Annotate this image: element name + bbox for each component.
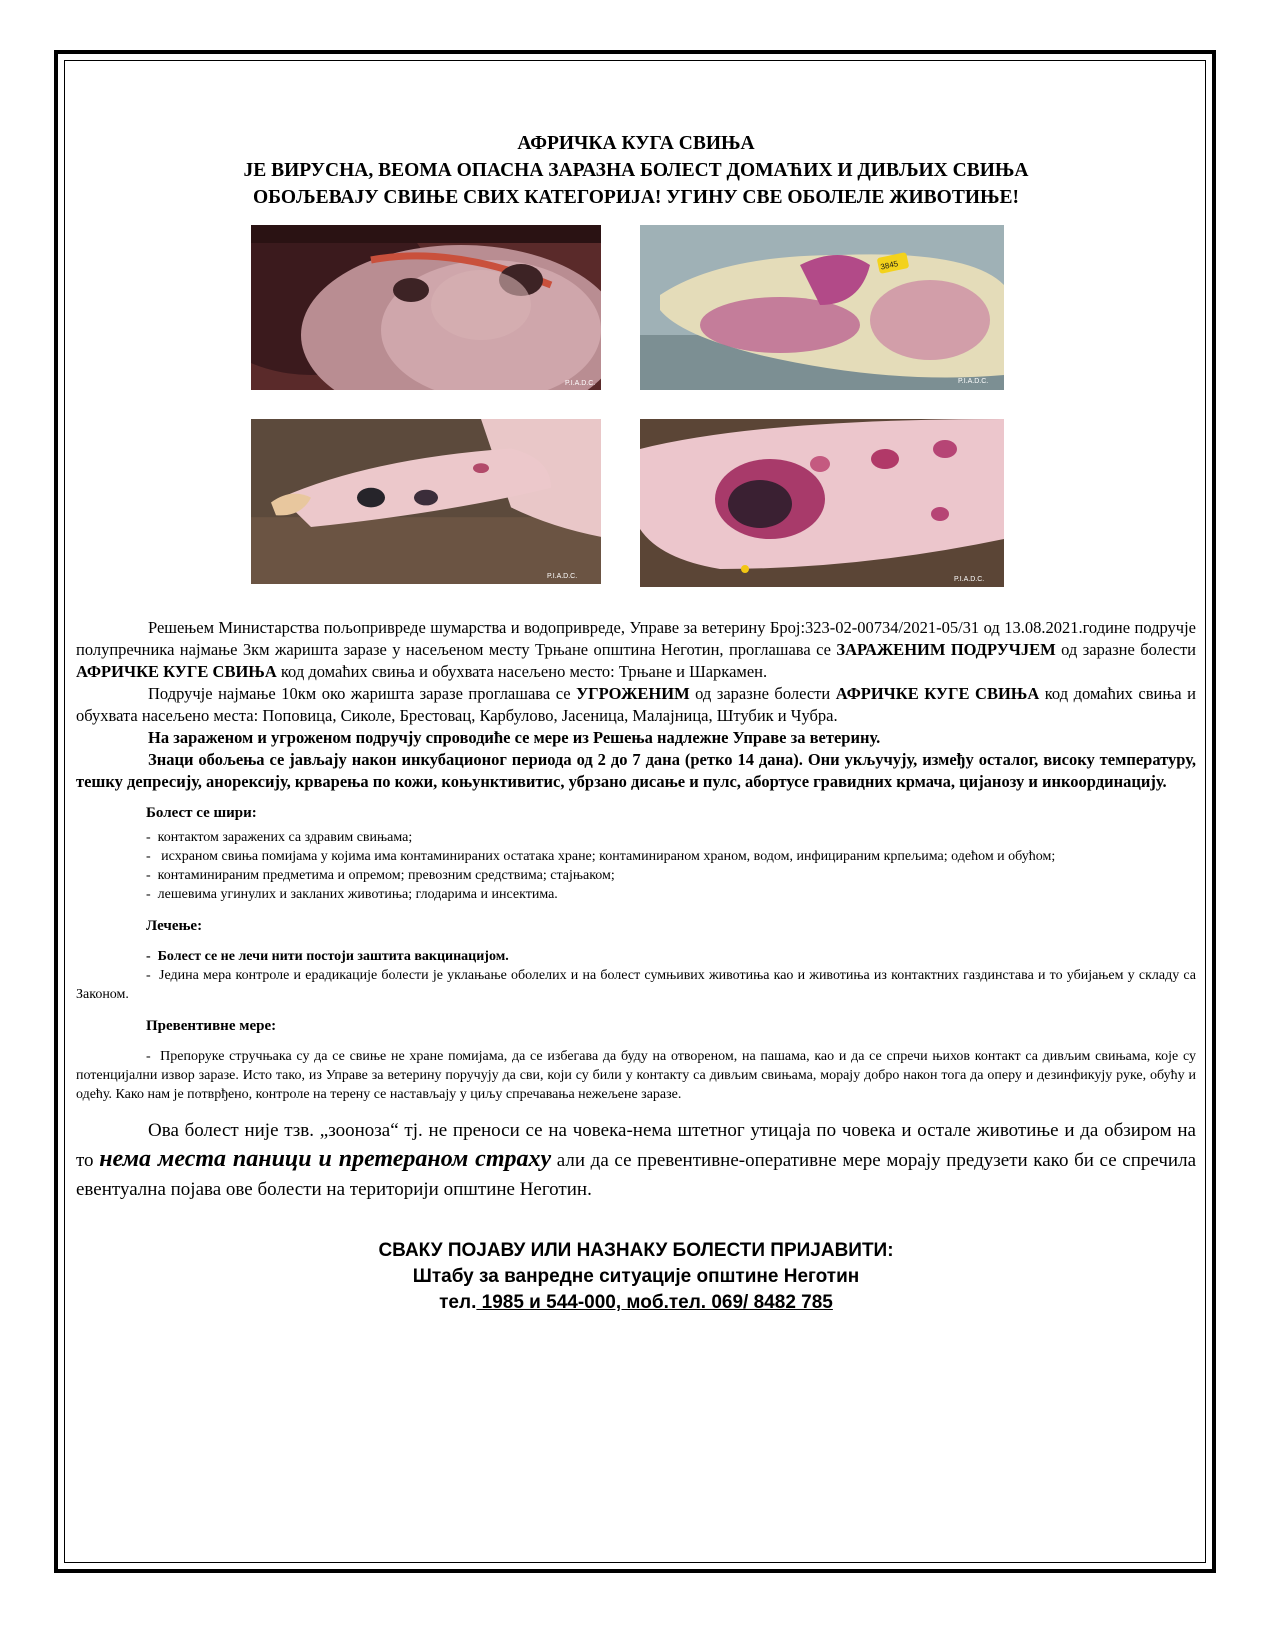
decision-text-3: код домаћих свиња и обухвата насељено место: Трњане и Шаркамен. xyxy=(276,662,768,681)
closing-text-2: али да се превентивне-оперативне мере морају предузети како би се спречила евентуална појава ове болести на територији општине Неготин. xyxy=(76,1150,1196,1200)
spread-item-1: - контактом заражених са здравим свињама; xyxy=(146,830,413,845)
spread-item-4: - лешевима угинулих и закланих животиња; глодарима и инсектима. xyxy=(146,887,558,902)
title-line-1: АФРИЧКА КУГА СВИЊА xyxy=(517,133,755,154)
photo-body-hemorrhages xyxy=(640,419,1004,587)
contact-line-1: СВАКУ ПОЈАВУ ИЛИ НАЗНАКУ БОЛЕСТИ ПРИЈАВИТИ: xyxy=(378,1240,894,1261)
page-title xyxy=(76,130,1196,211)
treatment-item-1: - Болест се не лечи нити постоји заштита вакцинацијом. xyxy=(146,949,509,964)
svg-text:P.I.A.D.C.: P.I.A.D.C. xyxy=(565,380,596,387)
prevention-item-1: - Препоруке стручњака су да се свиње не хране помијама, да се избегава да буду на отвореном, на пашама, као и да се спречи њихов контакт са дивљим свињама, које су потенцијални извор заразе. Исто тако, из Управе за ветерину поручују да сви, који су били у контакту са дивљим свињама, морају добро након тога да оперу и дезинфикују руке, обућу и одећу. Како нам је потврђено, контроле на терену се настављају у циљу спречавања нежељене заразе. xyxy=(76,1049,1196,1102)
threatened-text-2: од заразне болести xyxy=(689,684,836,703)
closing-paragraph xyxy=(76,1116,1196,1204)
svg-text:P.I.A.D.C.: P.I.A.D.C. xyxy=(954,576,985,583)
disease-name-2: АФРИЧКЕ КУГЕ СВИЊА xyxy=(835,684,1040,703)
photo-pig-head-tag xyxy=(640,225,1004,390)
spread-heading: Болест се шири: xyxy=(146,805,257,821)
title-line-2: ЈЕ ВИРУСНА, ВЕОМА ОПАСНА ЗАРАЗНА БОЛЕСТ ДОМАЋИХ И ДИВЉИХ СВИЊА xyxy=(243,160,1029,181)
threatened-paragraph xyxy=(76,683,1196,727)
svg-text:P.I.A.D.C.: P.I.A.D.C. xyxy=(958,378,989,385)
closing-text: Ова болест није тзв. „зооноза“ тј. не преноси се на човека-нема штетног утицаја по човека и остале животиње и да обзиром на то xyxy=(76,1120,1196,1171)
infected-area-label: ЗАРАЖЕНИМ ПОДРУЧЈЕМ xyxy=(836,640,1056,659)
decision-text-2: од заразне болести xyxy=(1055,640,1196,659)
contact-block xyxy=(76,1238,1196,1316)
prevention-heading: Превентивне мере: xyxy=(146,1018,277,1034)
svg-text:P.I.A.D.C.: P.I.A.D.C. xyxy=(547,573,578,581)
threatened-area-label: УГРОЖЕНИМ xyxy=(576,684,690,703)
threatened-text-3: код домаћих свиња и обухвата насељено места: Поповица, Сиколе, Брестовац, Карбулово, Јасеница, Малајница, Штубик и Чубра. xyxy=(76,684,1196,725)
flyer-content xyxy=(76,130,1196,1316)
contact-phone: тел. 1985 и 544-000, моб.тел. 069/ 8482 785 xyxy=(439,1292,833,1313)
treatment-item-2: - Једина мера контроле и ерадикације болести је уклањање оболелих и на болест сумњивих животиња као и животиња из контактних газдинстава и то убијањем у складу са Законом. xyxy=(76,968,1196,1002)
photo-leg-lesions xyxy=(251,419,601,584)
symptoms-paragraph: Знаци обољења се јављају након инкубационог периода од 2 до 7 дана (ретко 14 дана). Они укључују, између осталог, високу температуру, тешку депресију, анорексију, крварења по кожи, коњунктивитис, убрзано дисање и пулс, абортусе гравидних крмача, цијанозу и инкоординацију. xyxy=(76,750,1196,791)
spread-item-2: - исхраном свиња помијама у којима има контаминираних остатака хране; контаминираном храном, водом, инфицираним крпељима; одећом и обућом; xyxy=(146,849,1056,864)
photo-snout xyxy=(251,225,601,390)
contact-line-2: Штабу за ванредне ситуације општине Неготин xyxy=(412,1266,860,1287)
decision-paragraph xyxy=(76,617,1196,683)
disease-name: АФРИЧКЕ КУГЕ СВИЊА xyxy=(76,662,277,681)
treatment-heading: Лечење: xyxy=(146,918,203,934)
svg-text:3845: 3845 xyxy=(879,259,899,272)
threatened-text: Подручје најмање 10км око жаришта заразе проглашава се xyxy=(148,684,577,703)
spread-item-3: - контаминираним предметима и опремом; превозним средствима; стајњаком; xyxy=(146,868,615,883)
phone-numbers: 1985 и 544-000, моб.тел. 069/ 8482 785 xyxy=(476,1292,833,1313)
measures-paragraph: На зараженом и угроженом подручју спроводиће се мере из Решења надлежне Управе за ветерину. xyxy=(148,728,881,747)
photo-grid xyxy=(76,225,1196,599)
decision-text: Решењем Министарства пољопривреде шумарства и водопривреде, Управе за ветерину Број:323-02-00734/2021-05/31 од 13.08.2021.године подручје полупречника најмање 3км жаришта заразе у насељеном месту Трњане општина Неготин, проглашава се xyxy=(76,618,1196,659)
title-line-3: ОБОЉЕВАЈУ СВИЊЕ СВИХ КАТЕГОРИЈА! УГИНУ СВЕ ОБОЛЕЛЕ ЖИВОТИЊЕ! xyxy=(252,187,1020,208)
no-panic-emphasis: нема места паници и претераном страху xyxy=(99,1146,552,1172)
